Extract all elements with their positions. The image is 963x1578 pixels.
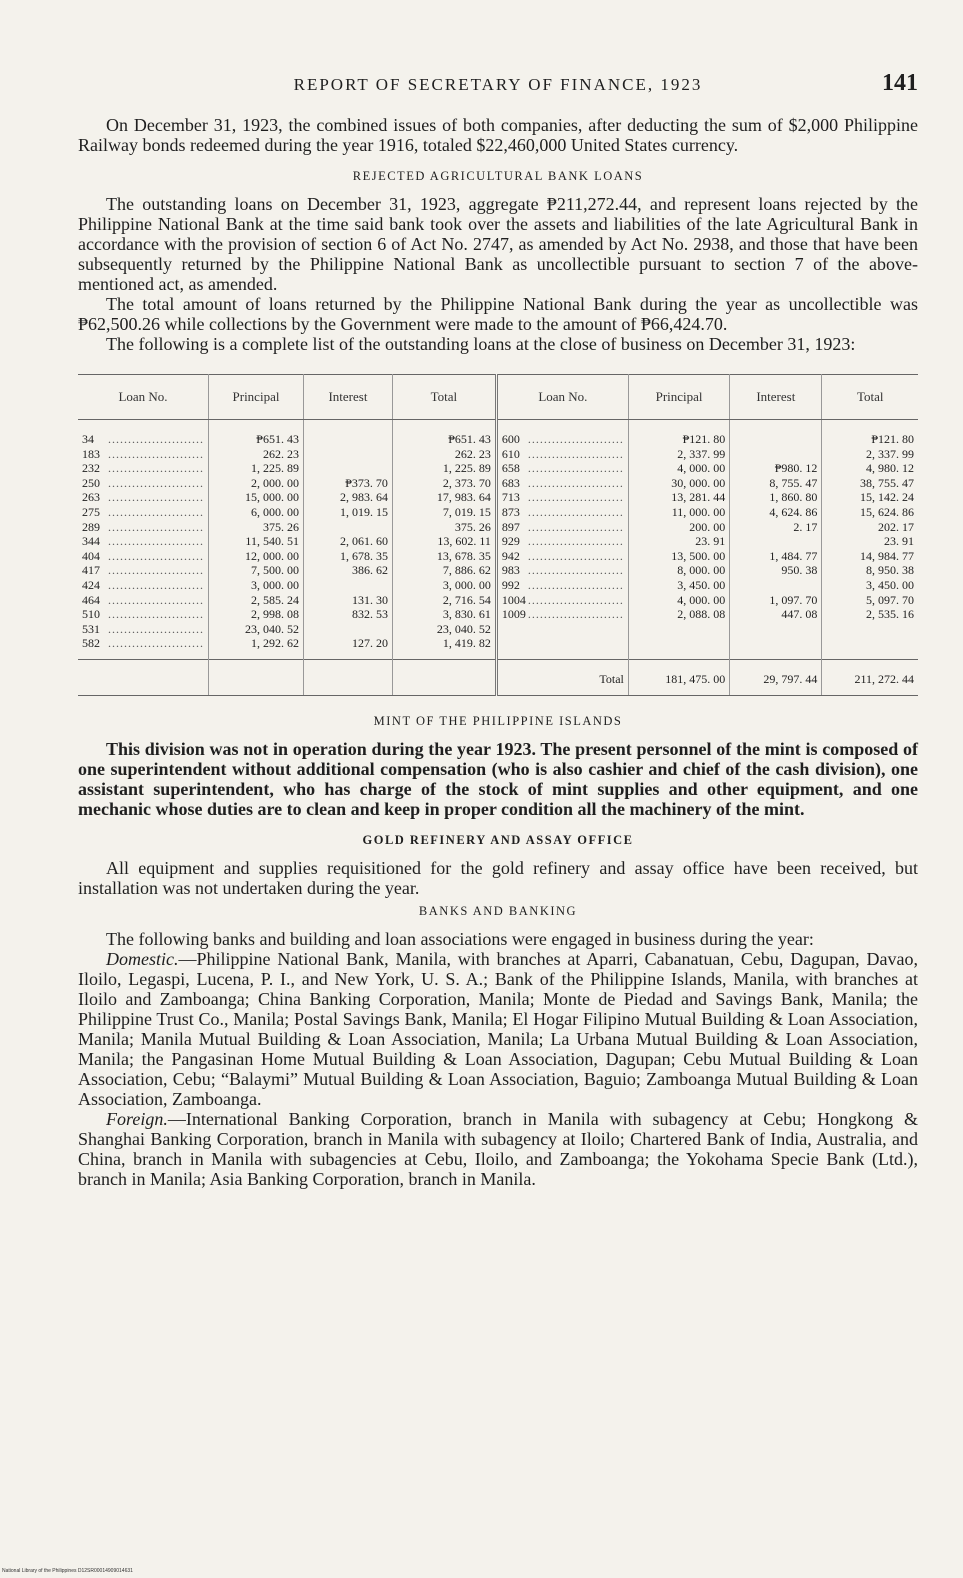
table-cell: 202. 17 (878, 519, 914, 534)
table-cell: 417 ........................ (82, 563, 204, 578)
col-header: Interest (730, 375, 822, 420)
table-cell: 4, 000. 00 (677, 461, 726, 476)
banks-heading: BANKS AND BANKING (418, 903, 578, 918)
table-cell: 14, 984. 77 (860, 548, 914, 563)
table-cell (734, 432, 817, 447)
table-cell: 200. 00 (689, 519, 726, 534)
table-cell: 7, 500. 00 (250, 563, 299, 578)
table-cell: 34 ........................ (82, 432, 204, 446)
table-cell: 2. 17 (793, 519, 818, 534)
table-cell: 983 ........................ (501, 563, 624, 578)
table-cell (734, 534, 817, 549)
banks-domestic (78, 949, 918, 1109)
table-cell: 832. 53 (351, 607, 388, 622)
mint-paragraph: This division was not in operation during the year 1923. The present personnel of the mint is composed of one superintendent without additional compensation (who is also cashier and chief of the cash division), one assistant superintendent, who has charge of the stock of mint supplies and other equipment, and one mechanic whose duties are to clean and keep in proper condition all the machinery of the mint. (78, 738, 918, 819)
table-cell: 2, 585. 24 (250, 592, 299, 607)
table-cell: 2, 998. 08 (250, 607, 299, 622)
table-cell: 873 ........................ (501, 504, 624, 519)
right-principal-column (628, 420, 729, 660)
table-cell: 232 ........................ (82, 461, 204, 476)
table-cell: 386. 62 (351, 563, 388, 578)
right-total-column (822, 420, 918, 660)
table-cell: 447. 08 (781, 607, 818, 622)
banks-foreign (78, 1109, 918, 1189)
table-cell: 17, 983. 64 (436, 490, 491, 505)
loan-table-header-row (78, 375, 918, 420)
total-interest: 29, 797. 44 (730, 659, 822, 695)
table-cell (308, 447, 388, 462)
table-cell: 2, 983. 64 (339, 490, 388, 505)
table-cell: 15, 000. 00 (244, 490, 299, 505)
table-cell: 7, 886. 62 (442, 563, 491, 578)
table-cell: 15, 142. 24 (860, 490, 914, 505)
table-cell: 1, 225. 89 (250, 461, 299, 476)
table-cell: 2, 535. 16 (866, 607, 914, 622)
table-cell (308, 622, 388, 637)
table-cell: 424 ........................ (82, 577, 204, 592)
running-head: REPORT OF SECRETARY OF FINANCE, 1923 (293, 75, 703, 94)
footer-note: National Library of the Philippines D12SR00014909014631 (2, 1568, 133, 1574)
table-cell: 263 ........................ (82, 490, 204, 505)
table-cell: 3, 830. 61 (442, 607, 491, 622)
table-cell: 1004 ........................ (501, 592, 624, 607)
col-header: Loan No. (78, 375, 209, 420)
table-cell: 23. 91 (695, 534, 726, 549)
table-cell: 15, 624. 86 (860, 504, 914, 519)
table-cell: 683 ........................ (501, 475, 624, 490)
table-cell: 2, 373. 70 (442, 475, 491, 490)
rejected-loans-heading: REJECTED AGRICULTURAL BANK LOANS (352, 169, 644, 183)
table-cell: 3, 000. 00 (250, 577, 299, 592)
table-cell: 23, 040. 52 (436, 621, 491, 636)
table-cell: 8, 755. 47 (769, 475, 818, 490)
mint-heading: MINT OF THE PHILIPPINE ISLANDS (373, 713, 623, 728)
left-principal-column (209, 420, 304, 660)
table-cell: 2, 337. 99 (866, 446, 914, 461)
total-label: Total (496, 659, 628, 695)
table-cell: 897 ........................ (501, 519, 624, 534)
table-cell: 7, 019. 15 (442, 504, 491, 519)
right-interest-column (730, 420, 822, 660)
table-cell: ₱121. 80 (871, 432, 914, 446)
right-loan-no-column (496, 420, 628, 660)
table-cell: 131. 30 (351, 592, 388, 607)
table-cell: 12, 000. 00 (244, 548, 299, 563)
table-cell: 600 ........................ (501, 432, 624, 446)
table-cell (308, 432, 388, 447)
intro-paragraph: On December 31, 1923, the combined issues of both companies, after deducting the sum of $2,000 Philippine Railway bonds redeemed during the year 1916, totaled $22,460,000 United States currency. (78, 115, 918, 155)
table-cell: 510 ........................ (82, 607, 204, 622)
table-cell (734, 447, 817, 462)
table-cell: 942 ........................ (501, 548, 624, 563)
table-cell: 30, 000. 00 (671, 475, 726, 490)
col-header: Total (822, 375, 918, 420)
rejected-loans-paragraph-3: The following is a complete list of the outstanding loans at the close of business on December 31, 1923: (106, 334, 856, 354)
table-cell: 1009 ........................ (501, 607, 624, 622)
total-principal: 181, 475. 00 (628, 659, 729, 695)
table-cell: 713 ........................ (501, 490, 624, 505)
table-cell: 13, 281. 44 (671, 490, 726, 505)
table-cell: 11, 000. 00 (671, 504, 726, 519)
table-cell: 1, 860. 80 (769, 490, 818, 505)
left-loan-no-column (78, 420, 209, 660)
table-cell: 1, 019. 15 (339, 504, 388, 519)
table-cell: 464 ........................ (82, 592, 204, 607)
foreign-text: —International Banking Corporation, branch in Manila with subagency at Cebu; Hongkong & Shanghai Banking Corporation, branch in Manila with subagency at Iloilo; Chartered Bank of India, Australia, and China, branch in Manila with subagencies at Cebu, Iloilo, and Zamboanga; the Yokohama Specie Bank (Ltd.), branch in Manila; Asia Banking Corporation, branch in Manila. (78, 1108, 918, 1189)
table-cell: 1, 419. 82 (442, 636, 491, 651)
table-cell: ₱651. 43 (256, 432, 299, 446)
table-cell: ₱121. 80 (682, 432, 726, 446)
table-cell: 4, 624. 86 (769, 504, 818, 519)
domestic-label: Domestic. (106, 948, 179, 969)
table-cell: 610 ........................ (501, 446, 624, 461)
table-cell: 38, 755. 47 (860, 475, 914, 490)
table-cell: 1, 484. 77 (769, 548, 818, 563)
table-cell: 275 ........................ (82, 504, 204, 519)
table-cell: 2, 337. 99 (677, 446, 726, 461)
table-cell: 3, 450. 00 (866, 577, 914, 592)
table-cell: 262. 23 (262, 446, 299, 461)
gold-refinery-heading: GOLD REFINERY AND ASSAY OFFICE (362, 832, 634, 847)
table-cell: 6, 000. 00 (250, 504, 299, 519)
table-cell: 262. 23 (454, 446, 491, 461)
table-cell: 531 ........................ (82, 621, 204, 636)
table-cell: 23. 91 (884, 534, 914, 549)
banks-intro: The following banks and building and loan associations were engaged in business during the year: (106, 928, 814, 949)
gold-refinery-paragraph: All equipment and supplies requisitioned for the gold refinery and assay office have been received, but installation was not undertaken during the year. (78, 857, 918, 898)
table-cell: 658 ........................ (501, 461, 624, 476)
col-header: Principal (209, 375, 304, 420)
table-cell: 13, 602. 11 (437, 534, 491, 549)
table-cell: 127. 20 (351, 636, 388, 651)
table-cell: 582 ........................ (82, 636, 204, 651)
table-cell: 4, 980. 12 (866, 461, 914, 476)
table-cell: 4, 000. 00 (677, 592, 726, 607)
table-cell: 2, 061. 60 (339, 534, 388, 549)
domestic-text: —Philippine National Bank, Manila, with branches at Aparri, Cabanatuan, Cebu, Dagupan, Davao, Iloilo, Legaspi, Lucena, P. I., and New York, U. S. A.; Bank of the Philippine Islands, Manila, with branches at Iloilo and Zamboanga; China Banking Corporation, Manila; Monte de Piedad and Savings Bank, Manila; the Philippine Trust Co., Manila; Postal Savings Bank, Manila; El Hogar Filipino Mutual Building & Loan Association, Manila; Manila Mutual Building & Loan Association, Manila; La Urbana Mutual Building & Loan Association, Manila; the Pangasinan Home Mutual Building & Loan Association, Dagupan; Cebu Mutual Building & Loan Association, Cebu; “Balaymi” Mutual Building & Loan Association, Baguio; Zamboanga Mutual Building & Loan Association, Zamboanga. (78, 948, 918, 1109)
loan-table (78, 374, 918, 696)
table-cell: 2, 088. 08 (677, 607, 726, 622)
document-page (78, 70, 918, 1189)
col-header: Loan No. (496, 375, 628, 420)
table-cell: 344 ........................ (82, 534, 204, 549)
table-cell (734, 578, 817, 593)
col-header: Principal (628, 375, 729, 420)
table-cell (308, 461, 388, 476)
col-header: Total (392, 375, 496, 420)
table-cell: 8, 000. 00 (677, 563, 726, 578)
table-cell: 2, 716. 54 (442, 592, 491, 607)
table-cell (308, 520, 388, 535)
foreign-label: Foreign. (106, 1108, 168, 1129)
rejected-loans-paragraph-2: The total amount of loans returned by the Philippine National Bank during the year as uncollectible was ₱62,500.26 while collections by the Government were made to the amount of ₱66,424.70. (78, 294, 918, 334)
table-cell (308, 578, 388, 593)
left-total-column (392, 420, 496, 660)
table-cell: 13, 500. 00 (671, 548, 726, 563)
left-interest-column (303, 420, 392, 660)
table-cell: 289 ........................ (82, 519, 204, 534)
loan-table-body (78, 420, 918, 660)
table-cell: 1, 097. 70 (769, 592, 818, 607)
table-cell: 11, 540. 51 (245, 534, 299, 549)
table-cell: 950. 38 (781, 563, 818, 578)
table-cell: 375. 26 (262, 519, 299, 534)
table-cell: 250 ........................ (82, 475, 204, 490)
table-cell: 183 ........................ (82, 446, 204, 461)
rejected-loans-paragraph-1: The outstanding loans on December 31, 1923, aggregate ₱211,272.44, and represent loans rejected by the Philippine National Bank at the time said bank took over the assets and liabilities of the late Agricultural Bank in accordance with the provision of section 6 of Act No. 2747, as amended by Act No. 2938, and those that have been subsequently returned by the Philippine National Bank as uncollectible pursuant to section 7 of the above-mentioned act, as amended. (78, 194, 918, 294)
table-cell: 3, 000. 00 (442, 577, 491, 592)
table-cell: 404 ........................ (82, 548, 204, 563)
table-cell: 375. 26 (454, 519, 491, 534)
col-header: Interest (303, 375, 392, 420)
total-total: 211, 272. 44 (822, 659, 918, 695)
table-cell: 992 ........................ (501, 577, 624, 592)
table-cell: ₱373. 70 (345, 475, 388, 490)
table-cell: ₱651. 43 (448, 432, 491, 446)
table-cell: 929 ........................ (501, 534, 624, 549)
loan-table-total-row (78, 659, 918, 695)
table-cell: 13, 678. 35 (436, 548, 491, 563)
table-cell: 1, 678. 35 (339, 548, 388, 563)
table-cell: 2, 000. 00 (250, 475, 299, 490)
table-cell: 1, 225. 89 (442, 461, 491, 476)
table-cell: 1, 292. 62 (250, 636, 299, 651)
page-header (78, 70, 918, 97)
page-number: 141 (882, 70, 918, 96)
table-cell: 23, 040. 52 (244, 621, 299, 636)
table-cell: 3, 450. 00 (677, 577, 726, 592)
table-cell: 5, 097. 70 (866, 592, 914, 607)
table-cell: ₱980. 12 (774, 461, 818, 476)
table-cell: 8, 950. 38 (866, 563, 914, 578)
